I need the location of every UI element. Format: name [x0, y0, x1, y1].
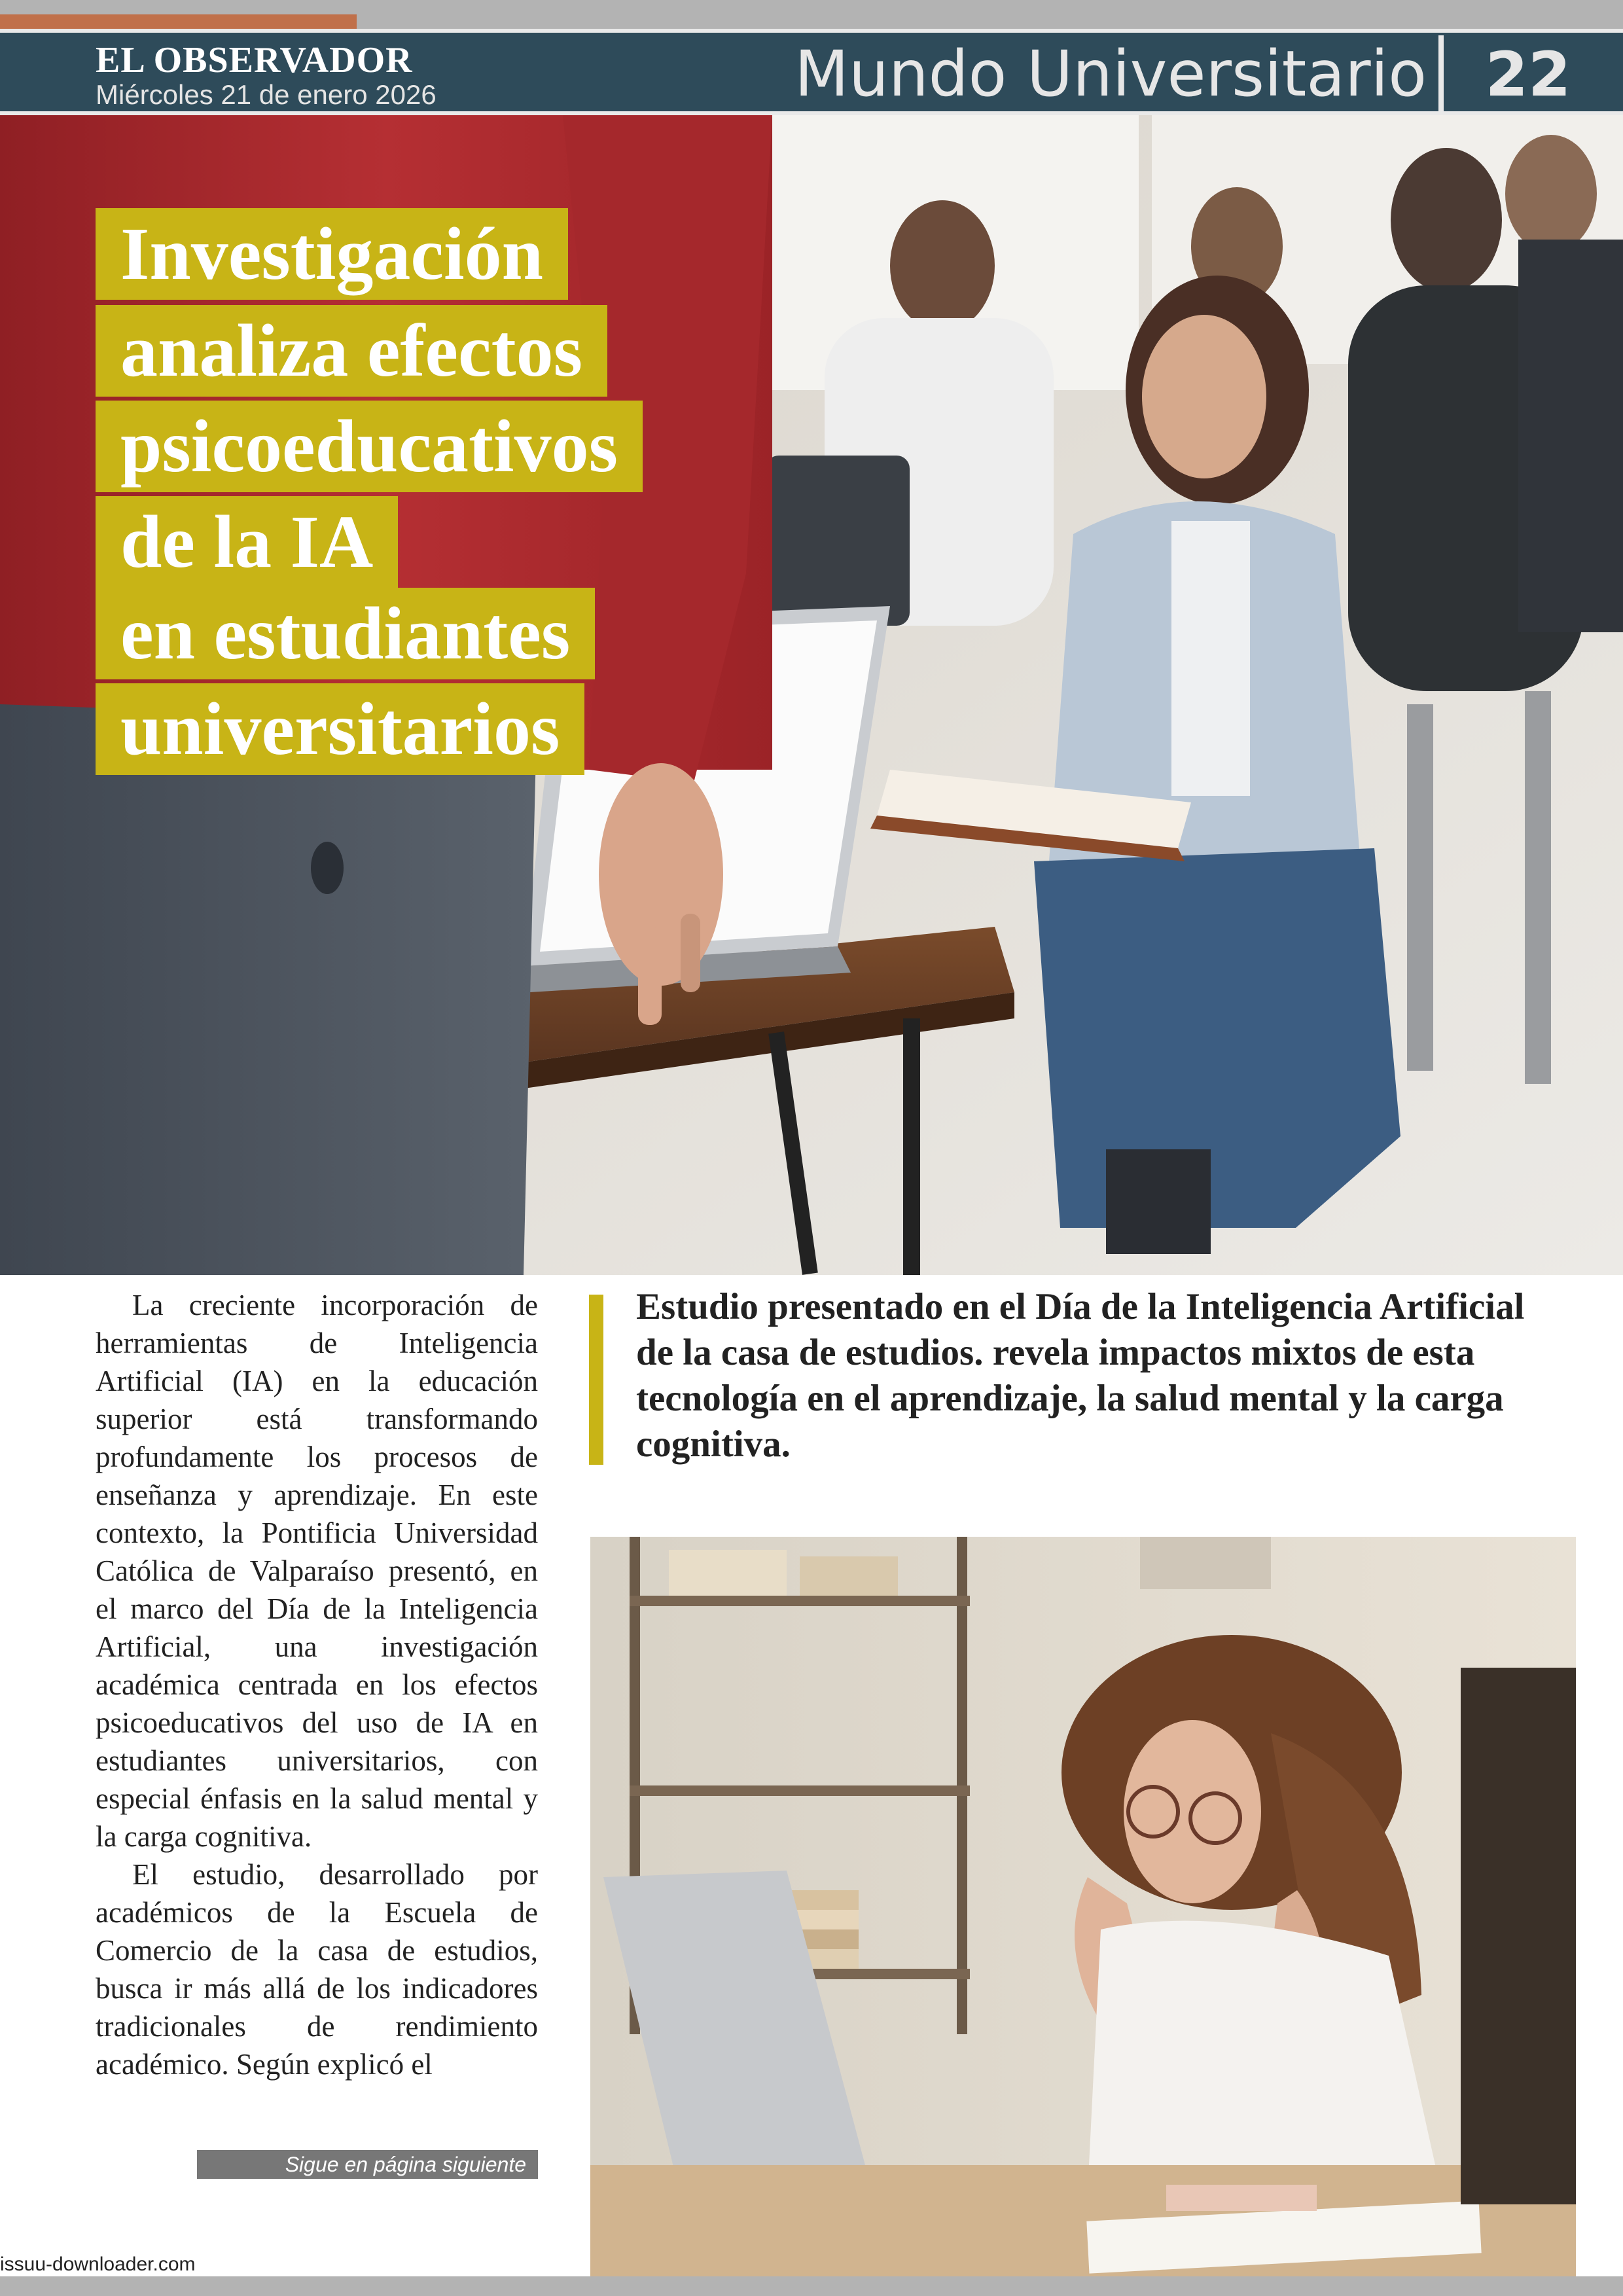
page-header: [0, 29, 1623, 115]
header-divider: [1438, 35, 1444, 111]
article-body: [96, 1286, 538, 2083]
issue-date: Miércoles 21 de enero 2026: [96, 79, 437, 110]
headline-line-5: en estudiantes: [96, 588, 595, 679]
continue-label: Sigue en página siguiente: [197, 2150, 538, 2179]
subhead-accent-bar: [589, 1295, 603, 1465]
headline-line-2: analiza efectos: [96, 305, 607, 397]
photo-stressed-student: [590, 1537, 1576, 2278]
section-title: Mundo Universitario: [794, 37, 1427, 111]
body-paragraph-1: La creciente incorporación de herramientas de Inteligencia Artificial (IA) en la educación superior está transformando profundamente los procesos de enseñanza y aprendizaje. En este contexto, la Pontificia Universidad Católica de Valparaíso presentó, en el marco del Día de la Inteligencia Artificial, una investigación académica centrada en los efectos psicoeducativos del uso de IA en estudiantes universitarios, con especial énfasis en la salud mental y la carga cognitiva.: [96, 1289, 538, 1853]
page-number: 22: [1485, 39, 1571, 111]
headline-line-1: Investigación: [96, 208, 568, 300]
top-accent-bar: [0, 14, 357, 29]
body-paragraph-2: El estudio, desarrollado por académicos de la Escuela de Comercio de la casa de estudios, busca ir más allá de los indicadores tradicionales de rendimiento académico. Según explicó el: [96, 1858, 538, 2081]
headline-line-6: universitarios: [96, 683, 584, 775]
stressed-student-illustration: [590, 1537, 1576, 2278]
source-credit: issuu-downloader.com: [0, 2253, 196, 2275]
headline-line-4: de la IA: [96, 496, 398, 588]
article-subhead: Estudio presentado en el Día de la Inteligencia Artificial de la casa de estudios. revela impactos mixtos de esta tecnología en el aprendizaje, la salud mental y la carga cognitiva.: [636, 1286, 1525, 1465]
masthead: EL OBSERVADOR: [96, 40, 413, 81]
bottom-border: [0, 2276, 1623, 2296]
headline-line-3: psicoeducativos: [96, 401, 643, 492]
